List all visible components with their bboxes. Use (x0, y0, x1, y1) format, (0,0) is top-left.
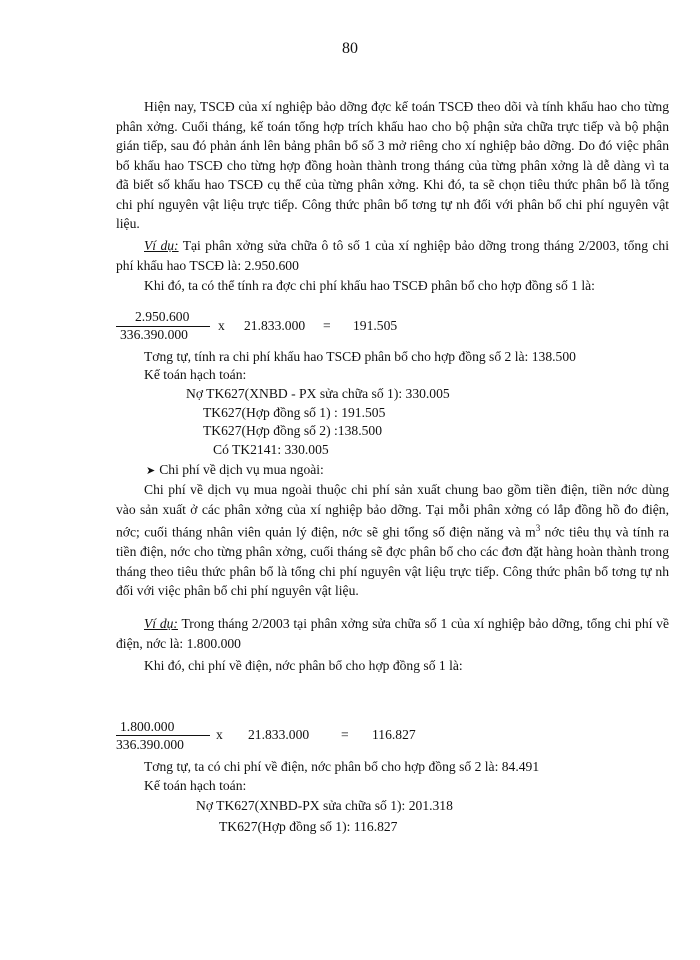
superscript-3: 3 (535, 523, 541, 533)
bullet-text: Chi phí về dịch vụ mua ngoài: (159, 462, 324, 477)
accounting-heading-1: Kế toán hạch toán: (144, 367, 247, 382)
example-2-label: Ví dụ: (144, 616, 178, 631)
journal-2-debit: Nợ TK627(XNBD-PX sửa chữa số 1): 201.318 (196, 798, 453, 813)
journal-1-line-2: TK627(Hợp đồng số 1) : 191.505 (203, 405, 386, 420)
formula-2-multiplier: 21.833.000 (248, 727, 310, 742)
journal-1-line-3: TK627(Hợp đồng số 2) :138.500 (203, 423, 382, 438)
formula-1-equals: = (323, 318, 331, 333)
formula-1-denominator: 336.390.000 (120, 327, 188, 342)
example-1 (116, 236, 669, 275)
formula-1-times: x (218, 318, 225, 333)
paragraph-utilities-calc: Khi đó, chi phí về điện, nớc phân bổ cho hợp đồng số 1 là: (144, 658, 463, 673)
paragraph-purchased-services (116, 480, 669, 601)
formula-2-result: 116.827 (372, 727, 416, 742)
accounting-heading-2: Kế toán hạch toán: (144, 778, 247, 793)
formula-2-equals: = (341, 727, 349, 742)
example-1-label: Ví dụ: (144, 238, 179, 253)
bullet-purchased-services (146, 460, 324, 481)
journal-1-debit: Nợ TK627(XNBD - PX sửa chữa số 1): 330.005 (186, 386, 450, 401)
formula-1-result: 191.505 (353, 318, 398, 333)
example-1-text: Tại phân xởng sửa chữa ô tô số 1 của xí nghiệp bảo dỡng trong tháng 2/2003, tổng chi phí khấu hao TSCĐ là: 2.950.600 (116, 238, 670, 273)
paragraph-purchased-services-b: nớc tiêu thụ và tính ra tiền điện, nớc cho từng phân xởng, cuối tháng sẽ đợc phân bổ cho các đơn đặt hàng hoàn thành trong tháng theo tiêu thức phân bổ là tổng chi phí nguyên vật liệu trực tiếp. Công thức phân bổ tơng tự nh đối với việc phân bổ chi phí nguyên vật liệu. (116, 524, 670, 599)
example-2-text: Trong tháng 2/2003 tại phân xởng sửa chữa số 1 của xí nghiệp bảo dỡng, tổng chi phí về điện, nớc là: 1.800.000 (116, 616, 669, 651)
example-2 (116, 614, 669, 653)
paragraph-purchased-services-a: Chi phí về dịch vụ mua ngoài thuộc chi phí sản xuất chung bao gồm tiền điện, tiền nớc dùng vào sản xuất ở các phân xởng của xí nghiệp bảo dỡng. Tại mỗi phân xởng có lắp đồng hồ đo điện, nớc; cuối tháng nhân viên quản lý điện, nớc sẽ ghi tổng số điện năng và m (116, 482, 669, 540)
formula-1-multiplier: 21.833.000 (244, 318, 306, 333)
bullet-arrow-icon: ➤ (146, 465, 156, 477)
journal-1-credit: Có TK2141: 330.005 (213, 442, 329, 457)
paragraph-depreciation-intro: Hiện nay, TSCĐ của xí nghiệp bảo dỡng đợc kế toán TSCĐ theo dõi và tính khấu hao cho từng phân xởng. Cuối tháng, kế toán tổng hợp trích khấu hao cho bộ phận sửa chữa trực tiếp và bộ phận gián tiếp, sau đó phản ánh lên bảng phân bổ số 3 mở riêng cho xí nghiệp bảo dỡng. Do đó việc phân bổ khấu hao TSCĐ cho từng hợp đồng hoàn thành trong tháng của từng phân xởng là dễ dàng vì ta đã biết số khấu hao TSCĐ cụ thể của từng phân xởng. Khi đó, ta sẽ chọn tiêu thức phân bổ là tổng chi phí nguyên vật liệu trực tiếp. Công thức phân bổ tơng tự nh đối với phân bổ chi phí nguyên vật liệu. (116, 99, 669, 231)
formula-2-times: x (216, 727, 223, 742)
formula-1-numerator: 2.950.600 (135, 309, 190, 324)
journal-2-line-2: TK627(Hợp đồng số 1): 116.827 (219, 819, 398, 834)
page-number: 80 (342, 40, 358, 57)
paragraph-depreciation-calc: Khi đó, ta có thể tính ra đợc chi phí khấu hao TSCĐ phân bổ cho hợp đồng số 1 là: (144, 278, 595, 293)
formula-2-numerator: 1.800.000 (120, 719, 175, 734)
formula-2-denominator: 336.390.000 (116, 737, 184, 752)
paragraph-contract-2-utilities: Tơng tự, ta có chi phí về điện, nớc phân bổ cho hợp đồng số 2 là: 84.491 (144, 759, 540, 774)
paragraph-contract-2-depreciation: Tơng tự, tính ra chi phí khấu hao TSCĐ phân bổ cho hợp đồng số 2 là: 138.500 (144, 349, 576, 364)
